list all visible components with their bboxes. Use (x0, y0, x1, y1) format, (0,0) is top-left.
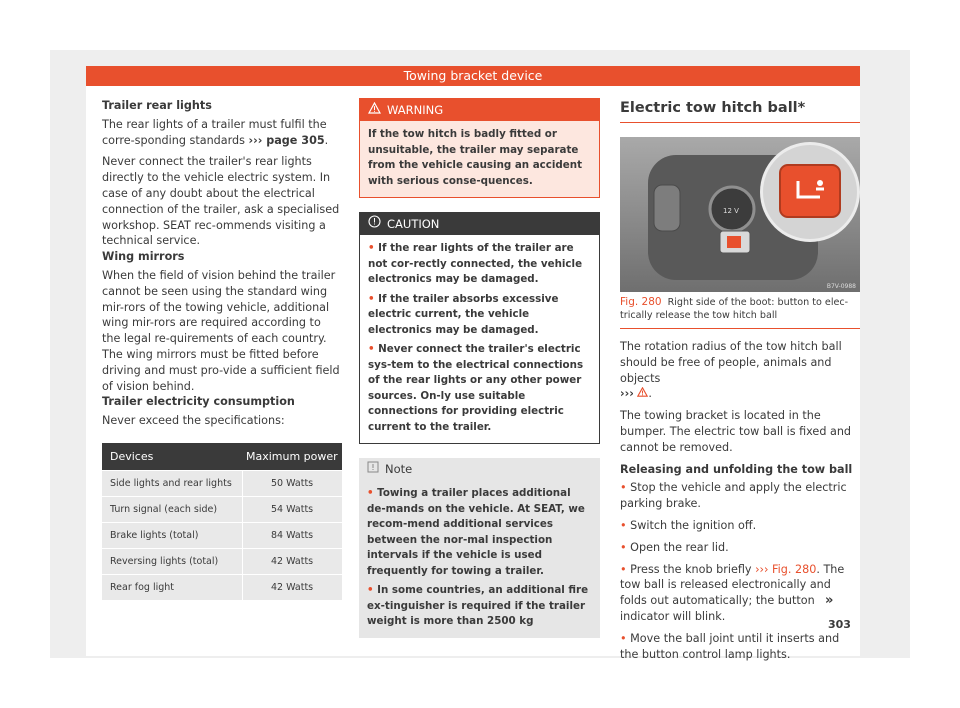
column-header-devices: Devices (102, 443, 243, 471)
bullet-icon: • (368, 343, 379, 355)
table-row (102, 574, 342, 600)
paragraph-direct-connection: Never connect the trailer's rear lights directly to the vehicle electric system. In case of any doubt about the electrical connection of the trailer, ask a specialised workshop. SEAT rec-ommends visiting a technical service. (102, 155, 340, 248)
figure-credit: B7V-0988 (826, 283, 856, 290)
table-row (102, 522, 342, 548)
table-row (102, 496, 342, 522)
column-right (620, 98, 860, 662)
note-item-text: In some countries, an additional fire ex-tinguisher is required if the trailer weight is more than 2500 kg (367, 584, 589, 627)
list-item (620, 562, 860, 625)
caution-title: CAUTION (387, 217, 440, 231)
note-icon (367, 458, 379, 480)
warning-text: If the tow hitch is badly fitted or unsuitable, the trailer may separate from the vehicle causing an accident with serious conse-quences. (368, 128, 583, 187)
heading-wing-mirrors: Wing mirrors (102, 250, 185, 264)
note-title: Note (385, 462, 413, 476)
device-cell: Reversing lights (total) (102, 548, 243, 574)
power-cell: 42 Watts (243, 548, 342, 574)
list-item (368, 241, 591, 288)
table-row (102, 470, 342, 496)
warning-triangle-icon (368, 99, 381, 121)
caution-item-text: If the rear lights of the trailer are not cor-rectly connected, the vehicle electronics may be damaged. (368, 242, 583, 285)
bullet-icon: • (368, 292, 379, 305)
caution-body (360, 235, 599, 443)
socket-label: 12 V (723, 207, 739, 215)
device-cell: Side lights and rear lights (102, 470, 243, 496)
info-circle-icon (368, 213, 381, 235)
column-header-power: Maximum power (243, 443, 342, 471)
bullet-icon: • (620, 631, 631, 645)
device-cell: Brake lights (total) (102, 522, 243, 548)
step-text: Open the rear lid. (630, 540, 729, 554)
column-middle (359, 98, 600, 652)
caution-header (360, 213, 599, 235)
power-cell: 54 Watts (243, 496, 342, 522)
bullet-icon: • (620, 540, 631, 554)
paragraph-rotation-radius: The rotation radius of the tow hitch ball should be free of people, animals and objects ››› . (620, 340, 842, 401)
list-item (620, 540, 860, 556)
text: The rotation radius of the tow hitch ball should be free of people, animals and objects (620, 340, 842, 385)
warning-header (360, 99, 599, 121)
warning-triangle-icon (637, 387, 648, 400)
list-item (620, 518, 860, 534)
warning-box (359, 98, 600, 198)
device-cell: Turn signal (each side) (102, 496, 243, 522)
paragraph-bracket-location: The towing bracket is located in the bumper. The electric tow ball is fixed and cannot be removed. (620, 409, 852, 454)
figure-caption (620, 296, 860, 329)
bullet-icon: • (367, 487, 378, 499)
heading-consumption: Trailer electricity consumption (102, 395, 295, 409)
bullet-icon: • (367, 584, 378, 596)
caution-item-text: Never connect the trailer's electric sys-tem to the electrical connections of the rear lights or any other power sources. On-ly use suitable connections for providing electric current to the trailer. (368, 343, 584, 433)
note-box (359, 458, 600, 638)
caution-box (359, 212, 600, 444)
table-header-row (102, 443, 342, 471)
warning-link[interactable]: ››› (620, 387, 634, 401)
note-item-text: Towing a trailer places additional de-mands on the vehicle. At SEAT, we recom-mend additional services between the nor-mal inspection intervals if the vehicle is used frequently for towing a trailer. (367, 487, 585, 577)
step-text: Stop the vehicle and apply the electric parking brake. (620, 481, 847, 511)
list-item (368, 292, 591, 339)
step-text: . The tow ball is released electronically and folds out automatically; the button indicator will blink. (620, 562, 845, 623)
section-header: Towing bracket device (86, 66, 860, 86)
text: The rear lights of a trailer must fulfil the corre-sponding standards (102, 117, 327, 147)
power-table (102, 443, 342, 600)
warning-title: WARNING (387, 103, 444, 117)
column-left (102, 98, 342, 600)
heading-releasing: Releasing and unfolding the tow ball (620, 462, 853, 476)
list-item (620, 631, 860, 663)
continue-arrow-icon: » (825, 593, 834, 608)
section-title: Electric tow hitch ball* (620, 100, 860, 123)
bullet-icon: • (620, 518, 631, 532)
figure-number: Fig. 280 (620, 296, 662, 308)
text: . (324, 133, 329, 147)
paragraph-wing-mirrors: When the field of vision behind the trailer cannot be seen using the standard wing mir-rors of the towing vehicle, additional wing mir-rors are required according to the legal re-quirements of each country. The wing mirrors must be fitted before driving and must pro-vide a sufficient field of vision behind. (102, 268, 340, 393)
figure-link[interactable]: ››› Fig. 280 (755, 562, 817, 576)
list-item (620, 480, 860, 512)
paragraph-specifications: Never exceed the specifications: (102, 414, 285, 428)
figure-tow-hitch-button (620, 137, 860, 292)
power-cell: 42 Watts (243, 574, 342, 600)
heading-rear-lights: Trailer rear lights (102, 99, 212, 112)
bullet-icon: • (620, 481, 631, 495)
note-header (359, 458, 600, 480)
paragraph-rear-lights (102, 117, 342, 149)
bullet-icon: • (620, 562, 631, 576)
step-text: Press the knob briefly (630, 562, 756, 576)
device-cell: Rear fog light (102, 574, 243, 600)
note-body (359, 480, 600, 638)
caution-item-text: If the trailer absorbs excessive electric current, the vehicle electronics may be damaged. (368, 292, 559, 336)
page-number: 303 (828, 618, 851, 631)
step-text: Switch the ignition off. (630, 518, 757, 532)
page-link[interactable]: ››› page 305 (248, 133, 325, 147)
power-cell: 84 Watts (243, 522, 342, 548)
table-row (102, 548, 342, 574)
boot-button-illustration (620, 137, 860, 292)
power-cell: 50 Watts (243, 470, 342, 496)
caption-text: Right side of the boot: button to elec-trically release the tow hitch ball (620, 297, 849, 321)
list-item (368, 342, 591, 435)
list-item (367, 583, 592, 630)
list-item (367, 486, 592, 579)
bullet-icon: • (368, 242, 379, 254)
step-text: Move the ball joint until it inserts and the button control lamp lights. (620, 631, 840, 661)
